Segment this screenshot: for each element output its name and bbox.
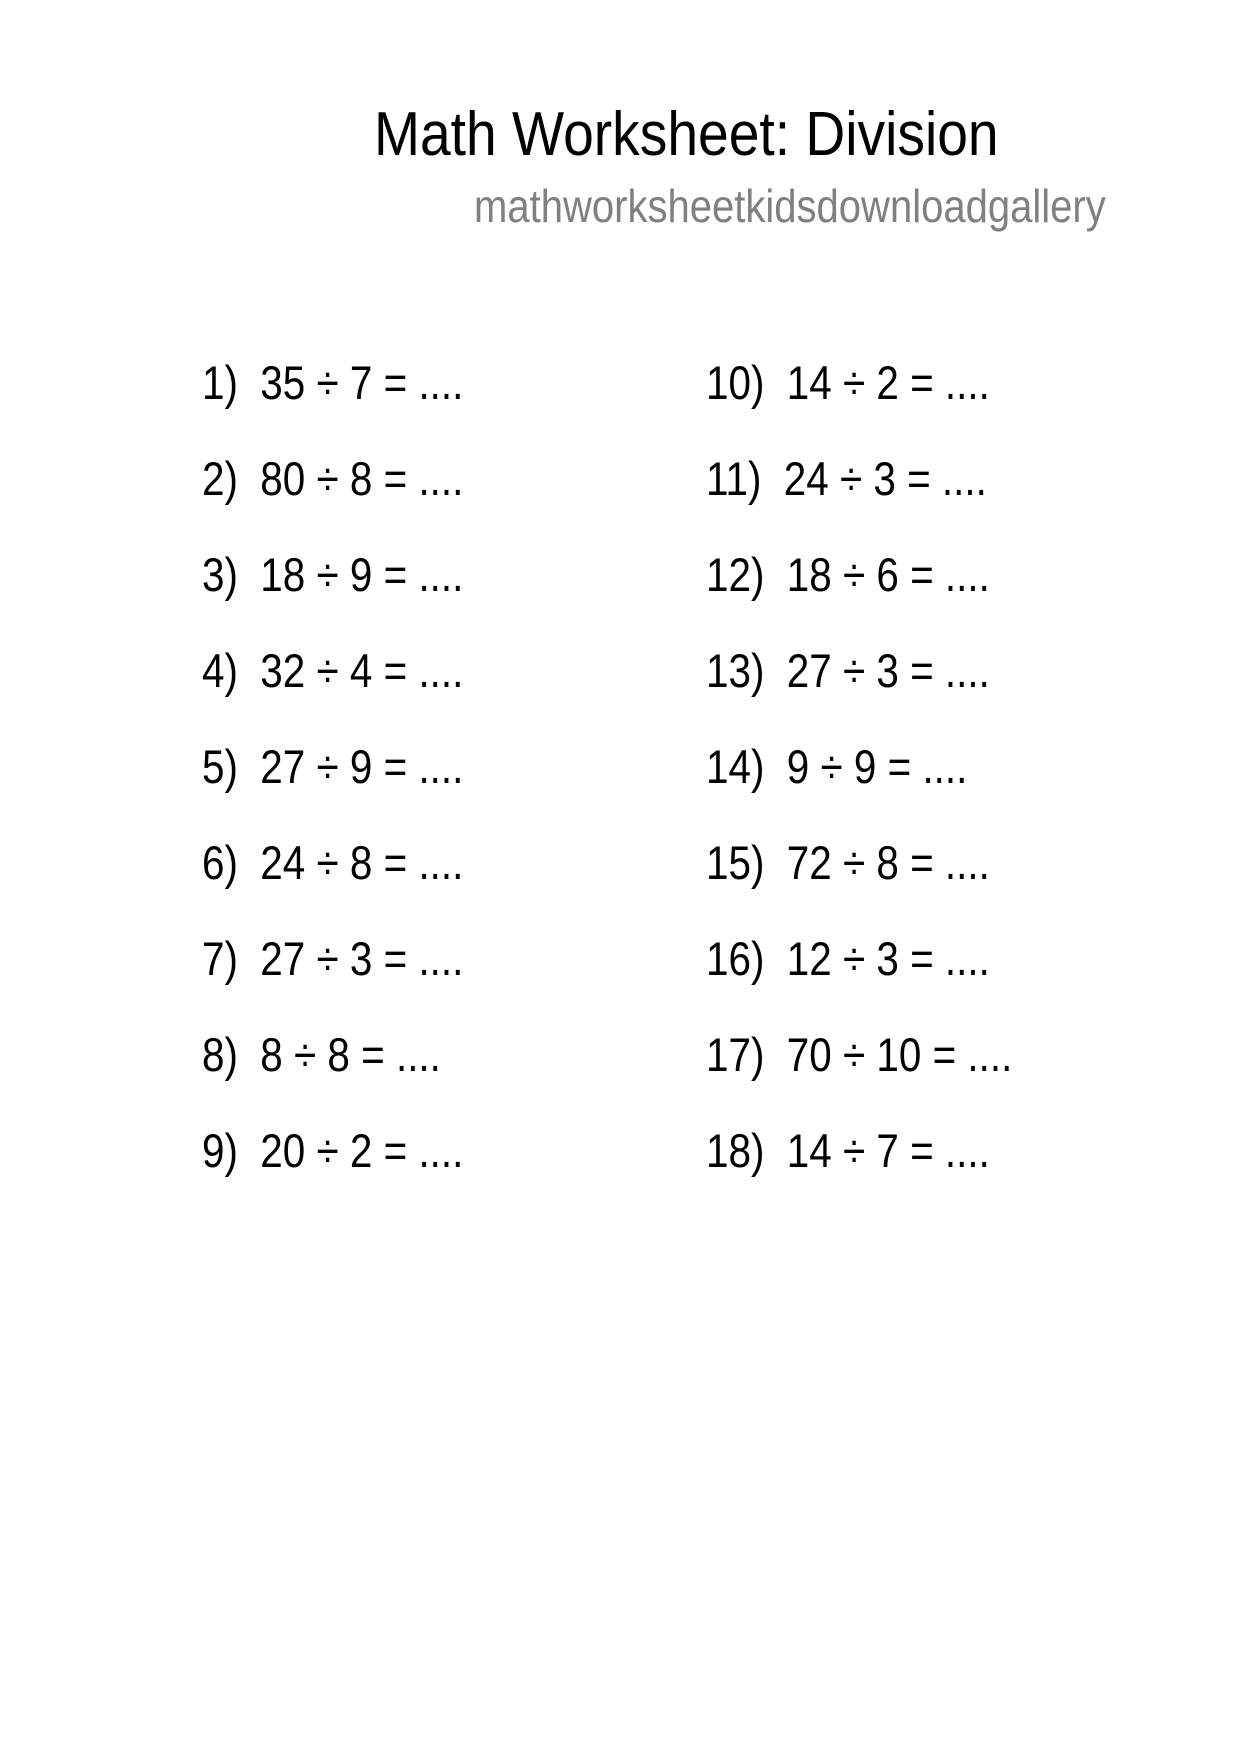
problem-number: 8) — [202, 1028, 238, 1081]
problem-expression: 18 ÷ 9 = .... — [260, 548, 464, 601]
problem-expression: 27 ÷ 3 = .... — [260, 932, 464, 985]
problem-number: 14) — [706, 740, 765, 793]
problem-number: 5) — [202, 740, 238, 793]
problem-expression: 24 ÷ 8 = .... — [260, 836, 464, 889]
problem-item — [202, 931, 463, 1027]
problem-number: 1) — [202, 356, 238, 409]
problem-item — [706, 931, 1012, 1027]
problem-number: 13) — [706, 644, 765, 697]
problem-item — [706, 643, 1012, 739]
problem-item — [202, 643, 463, 739]
problems-column-right — [706, 355, 1062, 1219]
problems-column-left — [202, 355, 506, 1219]
problem-number: 10) — [706, 356, 765, 409]
problem-item — [202, 1123, 463, 1219]
problem-item — [706, 451, 1012, 547]
problem-number: 6) — [202, 836, 238, 889]
problem-item — [706, 547, 1012, 643]
problem-expression: 72 ÷ 8 = .... — [786, 836, 990, 889]
problem-item — [202, 451, 463, 547]
problem-expression: 9 ÷ 9 = .... — [786, 740, 968, 793]
problem-item — [706, 355, 1012, 451]
problem-item — [706, 835, 1012, 931]
problem-item — [202, 739, 463, 835]
problem-number: 9) — [202, 1124, 238, 1177]
problem-number: 12) — [706, 548, 765, 601]
problem-item — [202, 355, 463, 451]
problem-number: 11) — [706, 452, 762, 505]
problem-item — [202, 1027, 463, 1123]
problem-expression: 35 ÷ 7 = .... — [260, 356, 464, 409]
problem-number: 4) — [202, 644, 238, 697]
problem-expression: 14 ÷ 7 = .... — [786, 1124, 990, 1177]
site-watermark-subtitle: mathworksheetkidsdownloadgallery — [474, 180, 1106, 232]
problem-expression: 18 ÷ 6 = .... — [786, 548, 990, 601]
problem-item — [706, 739, 1012, 835]
problem-expression: 32 ÷ 4 = .... — [260, 644, 464, 697]
problem-item — [202, 835, 463, 931]
problem-expression: 24 ÷ 3 = .... — [783, 452, 987, 505]
problem-number: 16) — [706, 932, 765, 985]
problem-expression: 20 ÷ 2 = .... — [260, 1124, 464, 1177]
problem-expression: 14 ÷ 2 = .... — [786, 356, 990, 409]
problem-item — [202, 547, 463, 643]
problem-item — [706, 1123, 1012, 1219]
problem-number: 15) — [706, 836, 765, 889]
problem-number: 2) — [202, 452, 238, 505]
problem-number: 3) — [202, 548, 238, 601]
problem-expression: 27 ÷ 9 = .... — [260, 740, 464, 793]
problem-item — [706, 1027, 1012, 1123]
problem-expression: 70 ÷ 10 = .... — [786, 1028, 1013, 1081]
problem-expression: 12 ÷ 3 = .... — [786, 932, 990, 985]
problem-expression: 27 ÷ 3 = .... — [786, 644, 990, 697]
problem-number: 7) — [202, 932, 238, 985]
page-title: Math Worksheet: Division — [374, 100, 999, 169]
problem-expression: 8 ÷ 8 = .... — [260, 1028, 441, 1081]
problem-number: 18) — [706, 1124, 765, 1177]
problem-number: 17) — [706, 1028, 765, 1081]
problem-expression: 80 ÷ 8 = .... — [260, 452, 464, 505]
